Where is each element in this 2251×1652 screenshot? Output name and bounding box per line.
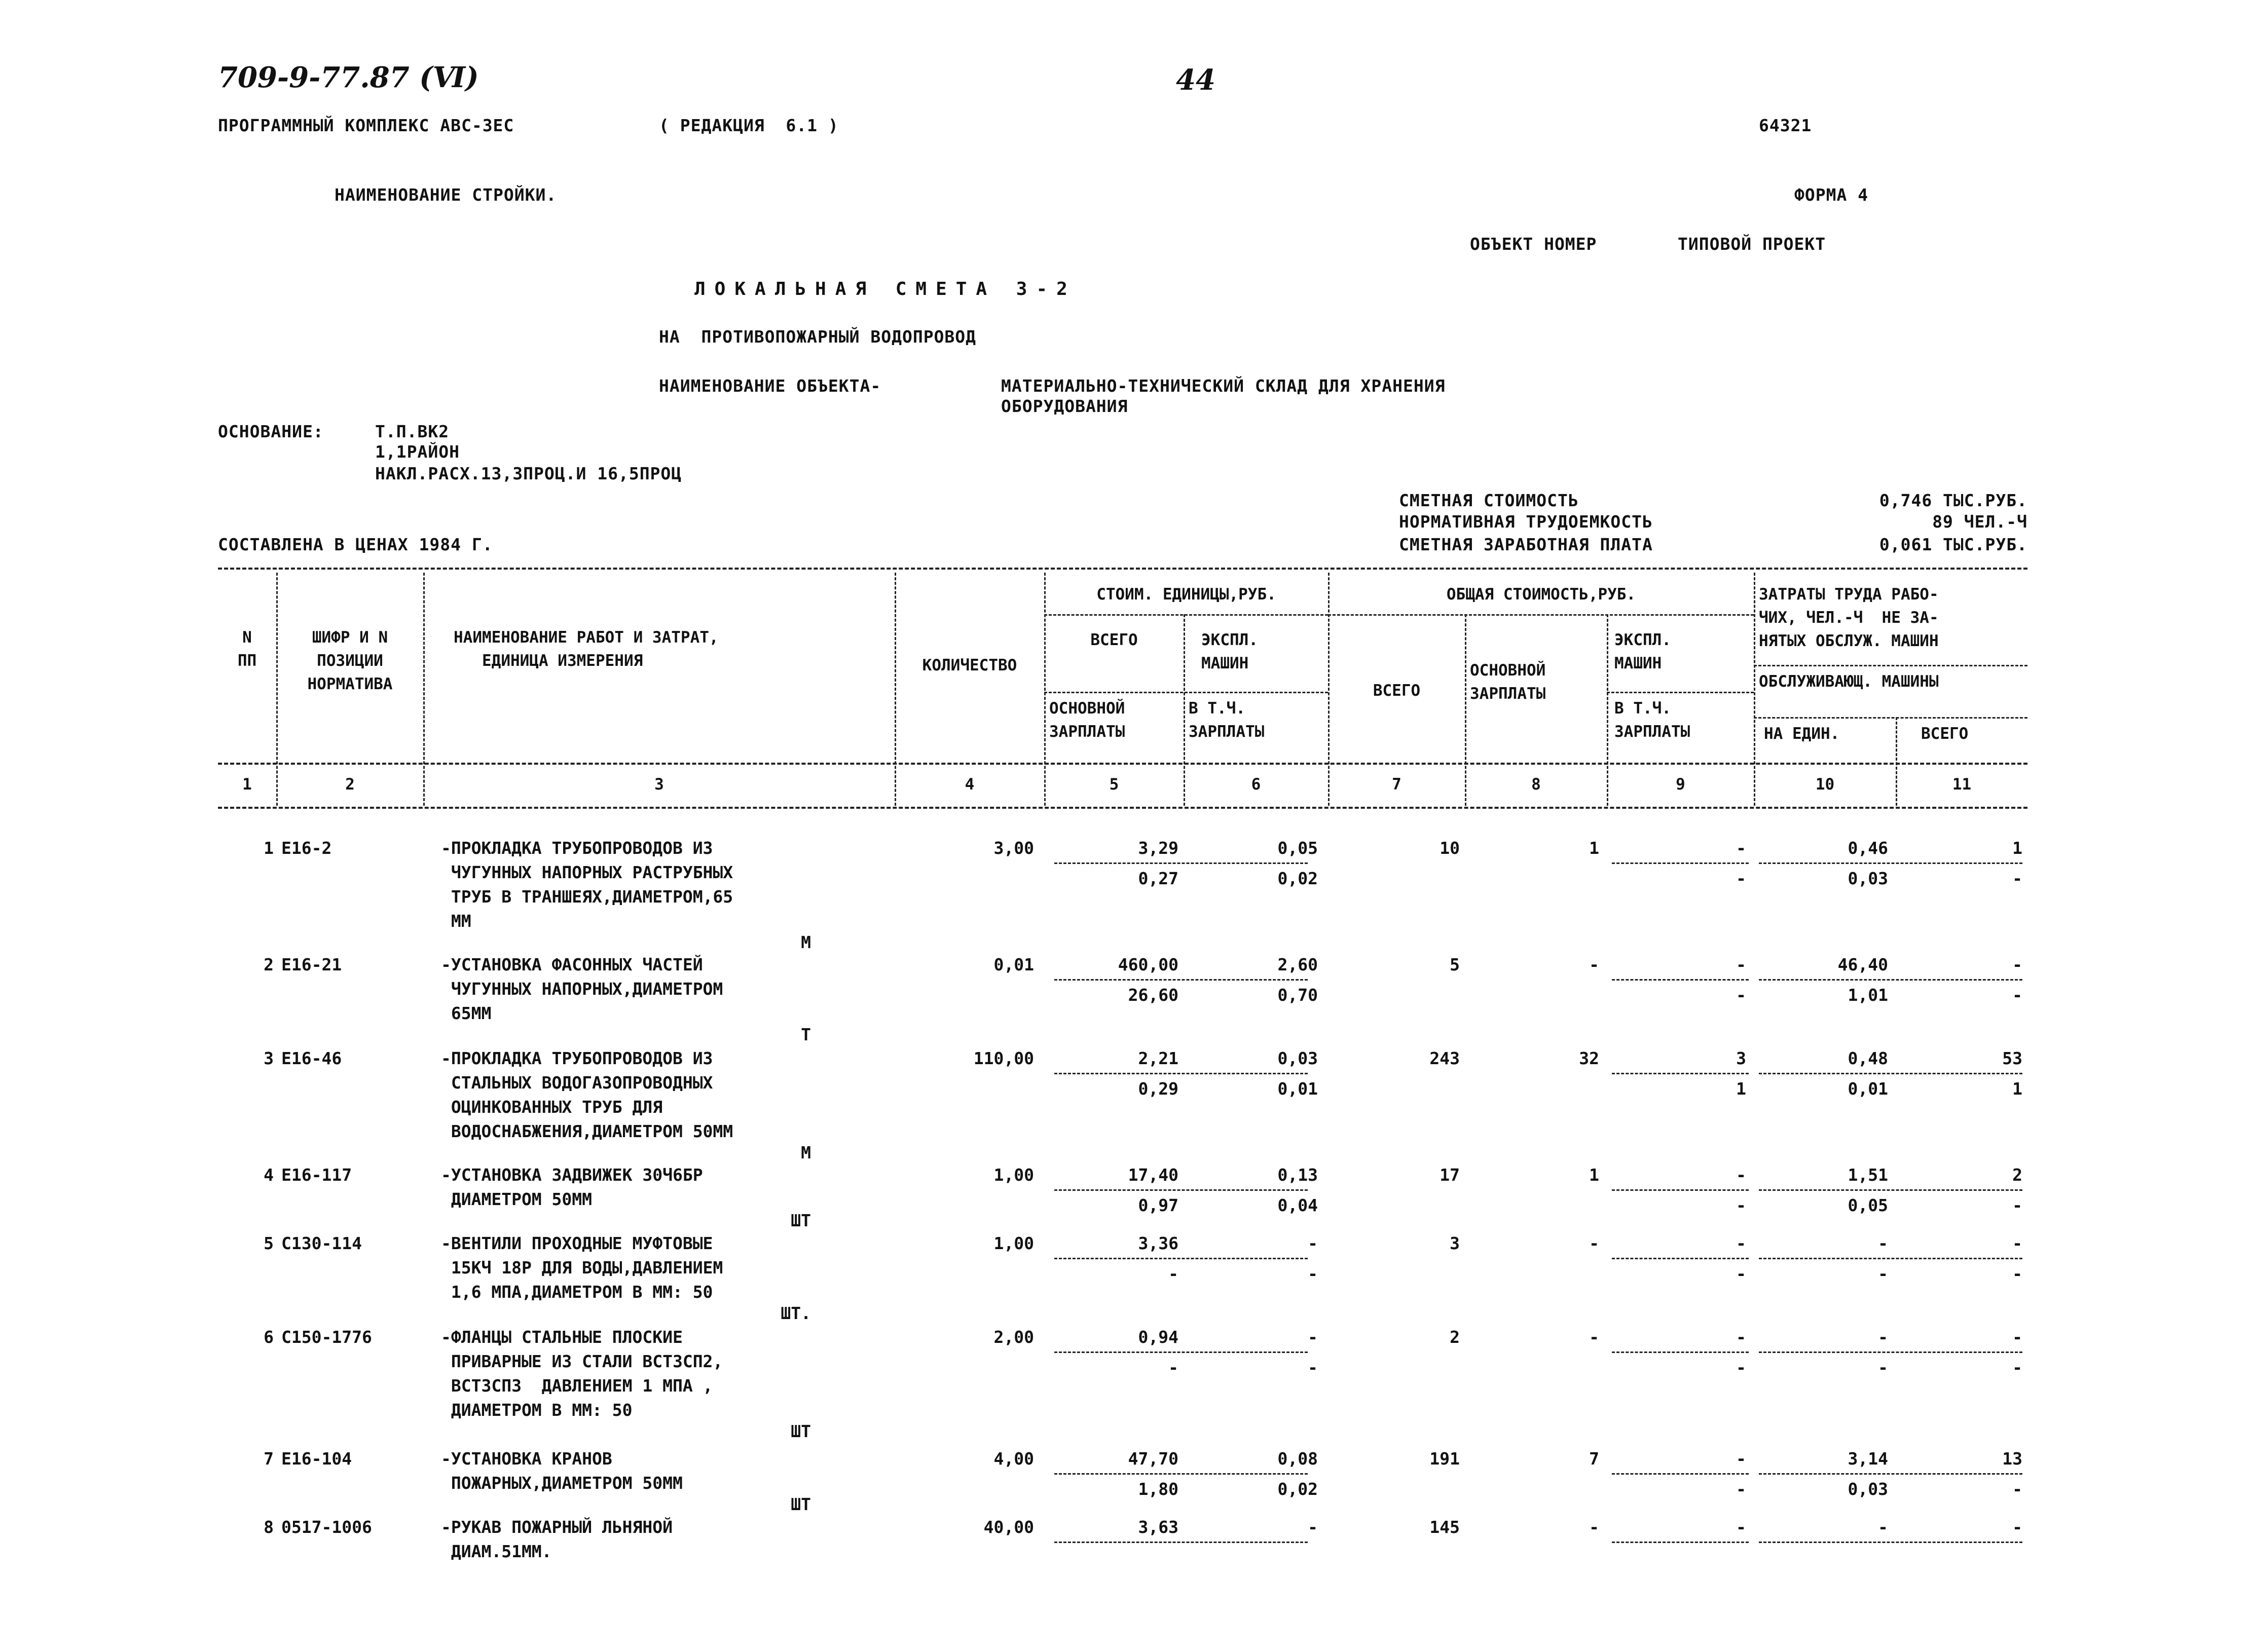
row-labor-machine-unit: 0,05 <box>1848 1195 1888 1215</box>
row-unit-machines: 0,05 <box>1277 838 1318 858</box>
row-unit-base-wage: 0,27 <box>1138 869 1178 888</box>
row-labor-machine-total: - <box>2012 985 2022 1005</box>
row-labor-unit: - <box>1878 1517 1888 1537</box>
row-unit-base-wage: 0,97 <box>1138 1195 1178 1215</box>
prices-basis: СОСТАВЛЕНА В ЦЕНАХ 1984 Г. <box>218 535 493 554</box>
labor-subrule-2 <box>1754 717 2027 719</box>
row-unit: ШТ <box>791 1211 811 1230</box>
row-total-machines: - <box>1736 1165 1746 1185</box>
row-sep-unit-cost <box>1054 862 1308 864</box>
colnum-9: 9 <box>1676 775 1685 794</box>
row-labor-total: 1 <box>2012 838 2022 858</box>
colnum-10: 10 <box>1815 775 1835 794</box>
row-unit-base-wage: 1,80 <box>1138 1479 1178 1499</box>
basis-line-2: 1,1РАЙОН <box>375 442 460 462</box>
header-col9-bot: В Т.Ч. ЗАРПЛАТЫ <box>1614 699 1690 741</box>
row-machine-wage: - <box>1736 869 1746 888</box>
wage-value: 0,061 ТЫС.РУБ. <box>1879 535 2027 554</box>
expl-subrule <box>1607 692 1754 693</box>
row-machine-wage: - <box>1736 985 1746 1005</box>
row-sep-labor <box>1759 1473 2022 1475</box>
row-sep-expl <box>1612 1258 1749 1259</box>
row-sep-labor <box>1759 1189 2022 1191</box>
row-base-wage: - <box>1589 1517 1599 1537</box>
row-quantity: 4,00 <box>993 1449 1034 1469</box>
row-code: Е16-104 <box>281 1449 352 1469</box>
handwritten-doc-code: 709-9-77.87 (Ⅵ) <box>218 61 479 94</box>
row-total: 3 <box>1450 1233 1460 1253</box>
row-sep-labor <box>1759 1258 2022 1259</box>
header-bottom-rule <box>218 763 2027 765</box>
row-unit-base-wage: - <box>1168 1358 1178 1377</box>
row-unit-machines: 0,03 <box>1277 1048 1318 1068</box>
row-total: 243 <box>1429 1048 1460 1068</box>
estimate-title: ЛОКАЛЬНАЯ СМЕТА 3-2 <box>694 279 1077 299</box>
row-number: 4 <box>264 1165 274 1185</box>
table-top-rule <box>218 568 2027 570</box>
row-total: 5 <box>1450 955 1460 974</box>
row-unit-machines: 0,13 <box>1277 1165 1318 1185</box>
header-col11: ВСЕГО <box>1921 725 1969 743</box>
row-labor-machine-total: - <box>2012 1195 2022 1215</box>
row-unit-machines: - <box>1308 1517 1318 1537</box>
row-unit-machines: - <box>1308 1327 1318 1347</box>
row-machine-wage: - <box>1736 1195 1746 1215</box>
row-quantity: 3,00 <box>993 838 1034 858</box>
header-col5-bot: ОСНОВНОЙ ЗАРПЛАТЫ <box>1049 699 1125 741</box>
row-labor-machine-unit: - <box>1878 1264 1888 1284</box>
row-labor-unit: - <box>1878 1233 1888 1253</box>
row-base-wage: - <box>1589 1327 1599 1347</box>
row-labor-machine-unit: - <box>1878 1358 1888 1377</box>
cost-value: 0,746 ТЫС.РУБ. <box>1879 491 2027 510</box>
row-code: Е16-2 <box>281 838 332 858</box>
header-total-cost: ОБЩАЯ СТОИМОСТЬ,РУБ. <box>1446 585 1636 604</box>
row-unit: ШТ <box>791 1494 811 1514</box>
edition: ( РЕДАКЦИЯ 6.1 ) <box>659 116 839 135</box>
colnum-2: 2 <box>345 775 355 794</box>
row-code: С130-114 <box>281 1233 362 1253</box>
estimate-subject: НА ПРОТИВОПОЖАРНЫЙ ВОДОПРОВОД <box>659 327 977 347</box>
row-labor-machine-total: - <box>2012 1479 2022 1499</box>
row-name: -ВЕНТИЛИ ПРОХОДНЫЕ МУФТОВЫЕ 15КЧ 18Р ДЛЯ ВОДЫ,ДАВЛЕНИЕМ 1,6 МПА,ДИАМЕТРОМ В ММ: 50 <box>441 1233 723 1302</box>
construction-name: НАИМЕНОВАНИЕ СТРОЙКИ. <box>335 185 557 205</box>
row-unit-machine-wage: 0,70 <box>1277 985 1318 1005</box>
row-sep-unit-cost <box>1054 1258 1308 1259</box>
row-total-machines: 3 <box>1736 1048 1746 1068</box>
colnum-1: 1 <box>242 775 252 794</box>
row-labor-total: 13 <box>2002 1449 2022 1469</box>
header-labor: ЗАТРАТЫ ТРУДА РАБО- ЧИХ, ЧЕЛ.-Ч НЕ ЗА- НЯТЫХ ОБСЛУЖ. МАШИН <box>1759 585 1939 650</box>
row-code: Е16-21 <box>281 955 342 974</box>
row-unit-machines: 2,60 <box>1277 955 1318 974</box>
row-sep-expl <box>1612 1189 1749 1191</box>
row-unit: ШТ. <box>781 1303 811 1323</box>
row-labor-machine-total: - <box>2012 1358 2022 1377</box>
row-sep-labor <box>1759 1542 2022 1543</box>
row-total: 145 <box>1429 1517 1460 1537</box>
row-sep-expl <box>1612 1473 1749 1475</box>
row-name: -ПРОКЛАДКА ТРУБОПРОВОДОВ ИЗ СТАЛЬНЫХ ВОДОГАЗОПРОВОДНЫХ ОЦИНКОВАННЫХ ТРУБ ДЛЯ ВОДОСНАБЖЕНИЯ,ДИАМЕТРОМ 50ММ <box>441 1048 733 1141</box>
row-sep-expl <box>1612 1073 1749 1074</box>
row-name: -УСТАНОВКА ФАСОННЫХ ЧАСТЕЙ ЧУГУННЫХ НАПОРНЫХ,ДИАМЕТРОМ 65ММ <box>441 955 723 1023</box>
row-unit-total: 2,21 <box>1138 1048 1178 1068</box>
header-unit-cost: СТОИМ. ЕДИНИЦЫ,РУБ. <box>1096 585 1276 604</box>
row-unit-machines: - <box>1308 1233 1318 1253</box>
handwritten-page-number: 44 <box>1176 63 1215 97</box>
row-unit-machines: 0,08 <box>1277 1449 1318 1469</box>
row-total: 191 <box>1429 1449 1460 1469</box>
row-labor-total: 53 <box>2002 1048 2022 1068</box>
basis-line-1: Т.П.ВК2 <box>375 422 450 441</box>
row-quantity: 2,00 <box>993 1327 1034 1347</box>
typical-project: ТИПОВОЙ ПРОЕКТ <box>1678 234 1826 254</box>
row-base-wage: - <box>1589 1233 1599 1253</box>
row-unit-base-wage: - <box>1168 1264 1178 1284</box>
row-quantity: 110,00 <box>973 1048 1034 1068</box>
colnum-3: 3 <box>654 775 664 794</box>
row-labor-total: - <box>2012 1327 2022 1347</box>
row-total-machines: - <box>1736 1233 1746 1253</box>
row-number: 3 <box>264 1048 274 1068</box>
row-labor-unit: 1,51 <box>1848 1165 1888 1185</box>
row-sep-expl <box>1612 1351 1749 1353</box>
header-labor-sub: ОБСЛУЖИВАЮЩ. МАШИНЫ <box>1759 672 1939 691</box>
row-unit: М <box>801 932 811 952</box>
row-base-wage: 7 <box>1589 1449 1599 1469</box>
row-sep-unit-cost <box>1054 1473 1308 1475</box>
row-number: 7 <box>264 1449 274 1469</box>
header-col7: ВСЕГО <box>1373 682 1421 700</box>
numbers-bottom-rule <box>218 807 2027 809</box>
row-unit-total: 0,94 <box>1138 1327 1178 1347</box>
row-total-machines: - <box>1736 1449 1746 1469</box>
row-sep-expl <box>1612 862 1749 864</box>
row-sep-labor <box>1759 862 2022 864</box>
row-labor-total: - <box>2012 1233 2022 1253</box>
row-unit-machine-wage: 0,04 <box>1277 1195 1318 1215</box>
row-code: Е16-117 <box>281 1165 352 1185</box>
row-unit-machine-wage: - <box>1308 1264 1318 1284</box>
row-machine-wage: - <box>1736 1358 1746 1377</box>
basis-label: ОСНОВАНИЕ: <box>218 422 324 441</box>
row-labor-machine-unit: 0,01 <box>1848 1079 1888 1099</box>
row-sep-unit-cost <box>1054 979 1308 981</box>
header-col6-top: ЭКСПЛ. МАШИН <box>1201 631 1258 672</box>
row-number: 6 <box>264 1327 274 1347</box>
header-col8: ОСНОВНОЙ ЗАРПЛАТЫ <box>1470 661 1546 703</box>
row-sep-unit-cost <box>1054 1073 1308 1074</box>
row-number: 5 <box>264 1233 274 1253</box>
row-sep-labor <box>1759 1073 2022 1074</box>
row-number: 1 <box>264 838 274 858</box>
row-quantity: 0,01 <box>993 955 1034 974</box>
doc-code: 64321 <box>1759 116 1812 135</box>
colnum-8: 8 <box>1531 775 1541 794</box>
row-labor-machine-unit: 1,01 <box>1848 985 1888 1005</box>
labor-label: НОРМАТИВНАЯ ТРУДОЕМКОСТЬ <box>1399 512 1653 532</box>
col-sep-9 <box>1754 573 1755 806</box>
unit-cost-subrule-2 <box>1044 692 1328 693</box>
row-labor-unit: 46,40 <box>1837 955 1888 974</box>
row-unit-total: 47,70 <box>1128 1449 1178 1469</box>
row-sep-labor <box>1759 979 2022 981</box>
row-sep-unit-cost <box>1054 1189 1308 1191</box>
row-labor-unit: 3,14 <box>1848 1449 1888 1469</box>
row-labor-machine-total: 1 <box>2012 1079 2022 1099</box>
row-unit-base-wage: 0,29 <box>1138 1079 1178 1099</box>
program-name: ПРОГРАММНЫЙ КОМПЛЕКС АВС-3ЕС <box>218 116 514 135</box>
row-unit: Т <box>801 1025 811 1044</box>
row-labor-unit: - <box>1878 1327 1888 1347</box>
col-sep-4 <box>1044 573 1046 806</box>
row-total: 17 <box>1440 1165 1460 1185</box>
row-labor-machine-total: - <box>2012 869 2022 888</box>
row-name: -УСТАНОВКА КРАНОВ ПОЖАРНЫХ,ДИАМЕТРОМ 50ММ <box>441 1449 683 1493</box>
row-labor-total: 2 <box>2012 1165 2022 1185</box>
row-labor-machine-total: - <box>2012 1264 2022 1284</box>
colnum-7: 7 <box>1392 775 1401 794</box>
row-unit-machine-wage: 0,01 <box>1277 1079 1318 1099</box>
row-unit: ШТ <box>791 1421 811 1441</box>
row-total: 10 <box>1440 838 1460 858</box>
row-sep-unit-cost <box>1054 1542 1308 1543</box>
col-sep-2 <box>423 573 425 806</box>
row-machine-wage: - <box>1736 1264 1746 1284</box>
row-base-wage: 1 <box>1589 1165 1599 1185</box>
row-sep-labor <box>1759 1351 2022 1353</box>
row-sep-expl <box>1612 979 1749 981</box>
row-labor-unit: 0,48 <box>1848 1048 1888 1068</box>
row-unit: М <box>801 1143 811 1162</box>
row-total-machines: - <box>1736 1327 1746 1347</box>
row-machine-wage: - <box>1736 1479 1746 1499</box>
row-unit-base-wage: 26,60 <box>1128 985 1178 1005</box>
row-labor-machine-unit: 0,03 <box>1848 869 1888 888</box>
row-quantity: 1,00 <box>993 1165 1034 1185</box>
wage-label: СМЕТНАЯ ЗАРАБОТНАЯ ПЛАТА <box>1399 535 1653 554</box>
unit-cost-subrule <box>1044 614 1328 616</box>
row-labor-unit: 0,46 <box>1848 838 1888 858</box>
row-unit-total: 3,63 <box>1138 1517 1178 1537</box>
labor-subrule-1 <box>1754 665 2027 666</box>
header-col6-bot: В Т.Ч. ЗАРПЛАТЫ <box>1189 699 1265 741</box>
row-base-wage: - <box>1589 955 1599 974</box>
header-col4: КОЛИЧЕСТВО <box>922 656 1017 674</box>
col-sep-3 <box>895 573 896 806</box>
row-name: -РУКАВ ПОЖАРНЫЙ ЛЬНЯНОЙ ДИАМ.51ММ. <box>441 1517 673 1561</box>
row-sep-expl <box>1612 1542 1749 1543</box>
basis-line-3: НАКЛ.РАСХ.13,3ПРОЦ.И 16,5ПРОЦ <box>375 464 682 483</box>
colnum-6: 6 <box>1251 775 1261 794</box>
object-number: ОБЪЕКТ НОМЕР <box>1470 234 1597 254</box>
header-col5-top: ВСЕГО <box>1090 631 1138 649</box>
row-unit-total: 17,40 <box>1128 1165 1178 1185</box>
row-labor-machine-unit: 0,03 <box>1848 1479 1888 1499</box>
header-col10: НА ЕДИН. <box>1764 725 1840 743</box>
row-quantity: 1,00 <box>993 1233 1034 1253</box>
header-col3: НАИМЕНОВАНИЕ РАБОТ И ЗАТРАТ, ЕДИНИЦА ИЗМЕРЕНИЯ <box>454 628 719 670</box>
row-unit-machine-wage: 0,02 <box>1277 869 1318 888</box>
row-base-wage: 32 <box>1579 1048 1599 1068</box>
object-value-2: ОБОРУДОВАНИЯ <box>1001 396 1128 416</box>
row-number: 2 <box>264 955 274 974</box>
row-code: 0517-1006 <box>281 1517 372 1537</box>
form-number: ФОРМА 4 <box>1794 185 1869 205</box>
cost-label: СМЕТНАЯ СТОИМОСТЬ <box>1399 491 1579 510</box>
row-unit-total: 3,36 <box>1138 1233 1178 1253</box>
row-unit-total: 460,00 <box>1118 955 1178 974</box>
row-unit-machine-wage: 0,02 <box>1277 1479 1318 1499</box>
colnum-4: 4 <box>965 775 975 794</box>
colnum-5: 5 <box>1109 775 1119 794</box>
header-col1: N ПП <box>237 628 257 670</box>
row-sep-unit-cost <box>1054 1351 1308 1353</box>
row-code: Е16-46 <box>281 1048 342 1068</box>
row-code: С150-1776 <box>281 1327 372 1347</box>
row-labor-total: - <box>2012 1517 2022 1537</box>
row-machine-wage: 1 <box>1736 1079 1746 1099</box>
row-labor-total: - <box>2012 955 2022 974</box>
row-base-wage: 1 <box>1589 838 1599 858</box>
colnum-11: 11 <box>1952 775 1972 794</box>
row-unit-total: 3,29 <box>1138 838 1178 858</box>
header-col2: ШИФР И N ПОЗИЦИИ НОРМАТИВА <box>307 628 393 693</box>
object-label: НАИМЕНОВАНИЕ ОБЪЕКТА- <box>659 376 881 396</box>
labor-value: 89 ЧЕЛ.-Ч <box>1932 512 2027 532</box>
row-unit-machine-wage: - <box>1308 1358 1318 1377</box>
object-value-1: МАТЕРИАЛЬНО-ТЕХНИЧЕСКИЙ СКЛАД ДЛЯ ХРАНЕНИЯ <box>1001 376 1446 396</box>
row-name: -ФЛАНЦЫ СТАЛЬНЫЕ ПЛОСКИЕ ПРИВАРНЫЕ ИЗ СТАЛИ ВСТ3СП2, ВСТ3СП3 ДАВЛЕНИЕМ 1 МПА , ДИАМЕТРОМ В ММ: 50 <box>441 1327 723 1420</box>
row-name: -УСТАНОВКА ЗАДВИЖЕК 30Ч6БР ДИАМЕТРОМ 50ММ <box>441 1165 703 1209</box>
row-number: 8 <box>264 1517 274 1537</box>
row-total-machines: - <box>1736 1517 1746 1537</box>
row-name: -ПРОКЛАДКА ТРУБОПРОВОДОВ ИЗ ЧУГУННЫХ НАПОРНЫХ РАСТРУБНЫХ ТРУБ В ТРАНШЕЯХ,ДИАМЕТРОМ,65 ММ <box>441 838 733 931</box>
total-cost-subrule <box>1328 614 1754 616</box>
row-total-machines: - <box>1736 838 1746 858</box>
row-total: 2 <box>1450 1327 1460 1347</box>
header-col9-top: ЭКСПЛ. МАШИН <box>1614 631 1671 672</box>
row-total-machines: - <box>1736 955 1746 974</box>
row-quantity: 40,00 <box>983 1517 1034 1537</box>
